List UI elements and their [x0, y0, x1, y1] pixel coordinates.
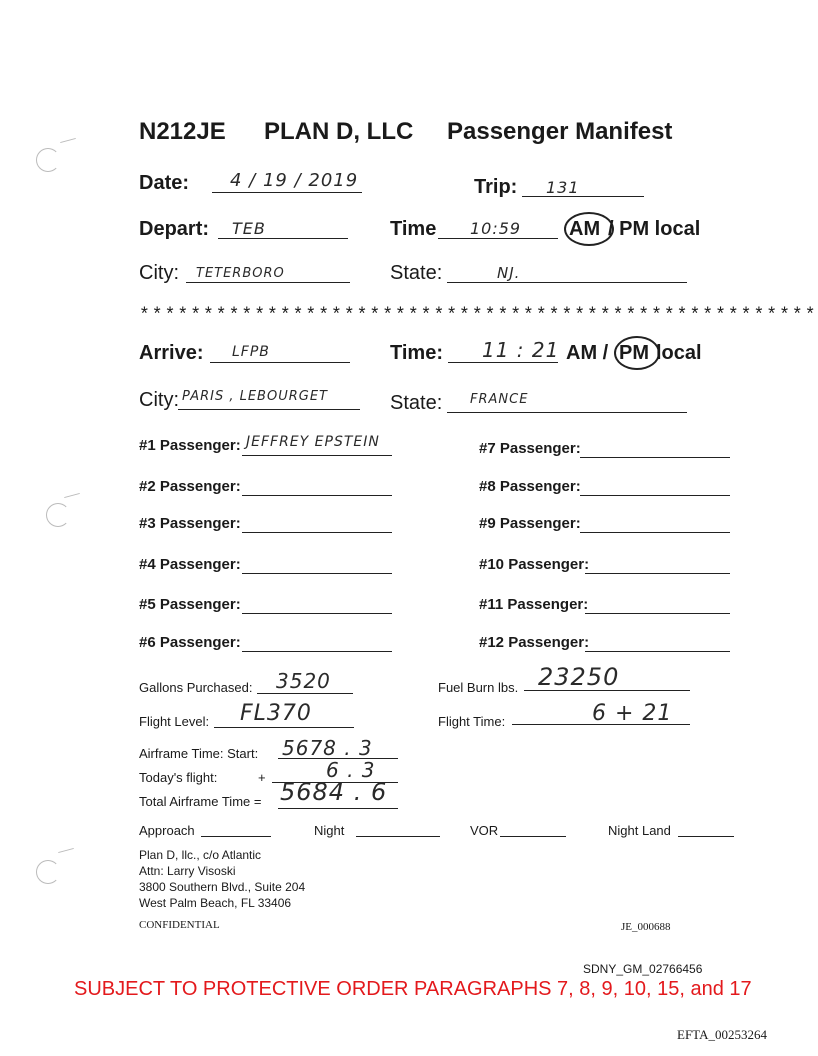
- arrive-city-underline: [178, 409, 360, 410]
- flight-level-value: FL370: [240, 701, 312, 726]
- gallons-value: 3520: [276, 669, 331, 693]
- total-airframe-value: 5684 . 6: [280, 778, 388, 806]
- depart-pm-local: / PM local: [608, 218, 701, 240]
- night-land-label: Night Land: [608, 823, 671, 838]
- flight-time-label: Flight Time:: [438, 714, 506, 729]
- total-airframe-underline: [278, 808, 398, 809]
- airframe-start-label: Airframe Time: Start:: [139, 746, 259, 761]
- arrive-value: LFPB: [232, 344, 270, 360]
- depart-am: AM: [569, 218, 601, 240]
- depart-state-value: NJ.: [497, 264, 521, 282]
- total-airframe-label: Total Airframe Time =: [139, 794, 262, 809]
- trip-value: 131: [546, 178, 580, 197]
- punch-hole-mark: [58, 848, 74, 853]
- passenger-label: #10 Passenger:: [479, 556, 590, 573]
- gallons-underline: [257, 693, 353, 694]
- arrive-am: AM /: [566, 342, 609, 364]
- date-value: 4 / 19 / 2019: [230, 170, 359, 191]
- depart-city-underline: [186, 282, 350, 283]
- passenger-label: #5 Passenger:: [139, 596, 241, 613]
- arrive-state-value: FRANCE: [470, 392, 529, 407]
- approach-underline: [201, 836, 271, 837]
- arrive-pm: PM: [619, 342, 649, 364]
- arrive-city-value: PARIS , LEBOURGET: [182, 389, 328, 404]
- confidential-label: CONFIDENTIAL: [139, 919, 220, 931]
- todays-flight-plus: +: [258, 770, 266, 785]
- arrive-underline: [210, 362, 350, 363]
- vor-label: VOR: [470, 823, 499, 838]
- passenger-underline: [580, 495, 730, 496]
- night-label: Night: [314, 823, 345, 838]
- arrive-time-label: Time:: [390, 342, 443, 364]
- arrive-time-underline: [448, 362, 558, 363]
- efta-number: EFTA_00253264: [677, 1027, 767, 1042]
- arrive-label: Arrive:: [139, 342, 204, 364]
- passenger-label: #12 Passenger:: [479, 634, 590, 651]
- todays-flight-value: 6 . 3: [326, 758, 376, 782]
- fuel-burn-value: 23250: [538, 663, 620, 691]
- passenger-underline: [585, 651, 730, 652]
- address-line: West Palm Beach, FL 33406: [139, 896, 292, 910]
- punch-hole-icon: [36, 148, 60, 172]
- page-title: Passenger Manifest: [447, 118, 673, 145]
- passenger-label: #7 Passenger:: [479, 440, 581, 457]
- vor-underline: [500, 836, 566, 837]
- depart-underline: [218, 238, 348, 239]
- arrive-state-label: State:: [390, 392, 443, 414]
- depart-value: TEB: [232, 219, 266, 238]
- address-block: [139, 847, 305, 911]
- address-line: Attn: Larry Visoski: [139, 864, 236, 878]
- night-underline: [356, 836, 440, 837]
- passenger-underline: [242, 495, 392, 496]
- depart-time-value: 10:59: [470, 219, 522, 238]
- passenger-label: #9 Passenger:: [479, 515, 581, 532]
- punch-hole-icon: [36, 860, 60, 884]
- gallons-label: Gallons Purchased:: [139, 680, 253, 695]
- address-line: Plan D, llc., c/o Atlantic: [139, 848, 262, 862]
- arrive-city-label: City:: [139, 389, 179, 411]
- passenger-underline: [580, 457, 730, 458]
- arrive-time-value: 11 : 21: [482, 338, 560, 362]
- depart-time-label: Time: [390, 218, 437, 240]
- passenger-label: #8 Passenger:: [479, 478, 581, 495]
- arrive-state-underline: [447, 412, 687, 413]
- punch-hole-mark: [64, 493, 80, 498]
- flight-level-underline: [214, 727, 354, 728]
- punch-hole-icon: [46, 503, 70, 527]
- company-name: PLAN D, LLC: [264, 118, 414, 145]
- passenger-label: #11 Passenger:: [479, 596, 589, 613]
- address-line: 3800 Southern Blvd., Suite 204: [139, 880, 306, 894]
- depart-city-label: City:: [139, 262, 179, 284]
- passenger-underline: [242, 573, 392, 574]
- depart-state-underline: [447, 282, 687, 283]
- flight-level-label: Flight Level:: [139, 714, 210, 729]
- arrive-local: local: [656, 342, 702, 364]
- passenger-label: #3 Passenger:: [139, 515, 241, 532]
- passenger-label: #2 Passenger:: [139, 478, 241, 495]
- airframe-start-value: 5678 . 3: [282, 736, 373, 760]
- fuel-burn-label: Fuel Burn lbs.: [438, 680, 519, 695]
- trip-label: Trip:: [474, 176, 518, 198]
- date-underline: [212, 192, 362, 193]
- passenger-underline: [585, 613, 730, 614]
- passenger-underline: [585, 573, 730, 574]
- passenger-underline: [242, 532, 392, 533]
- depart-time-underline: [438, 238, 558, 239]
- night-land-underline: [678, 836, 734, 837]
- date-label: Date:: [139, 172, 190, 194]
- punch-hole-mark: [60, 138, 76, 143]
- passenger-label: #1 Passenger:: [139, 437, 241, 454]
- protective-order-notice: SUBJECT TO PROTECTIVE ORDER PARAGRAPHS 7, 8, 9, 10, 15, and 17: [74, 978, 752, 1000]
- separator-stars: *****************************************************: [139, 306, 818, 326]
- passenger-label: #4 Passenger:: [139, 556, 241, 573]
- passenger-underline: [242, 455, 392, 456]
- je-number: JE_000688: [621, 921, 671, 933]
- depart-label: Depart:: [139, 218, 210, 240]
- trip-underline: [522, 196, 644, 197]
- passenger-underline: [242, 613, 392, 614]
- todays-flight-label: Today's flight:: [139, 770, 218, 785]
- passenger-value: JEFFREY EPSTEIN: [246, 434, 380, 450]
- sdny-number: SDNY_GM_02766456: [583, 962, 703, 976]
- depart-state-label: State:: [390, 262, 443, 284]
- passenger-underline: [580, 532, 730, 533]
- tail-number: N212JE: [139, 118, 226, 145]
- passenger-label: #6 Passenger:: [139, 634, 241, 651]
- approach-label: Approach: [139, 823, 195, 838]
- depart-city-value: TETERBORO: [196, 266, 285, 281]
- passenger-underline: [242, 651, 392, 652]
- flight-time-value: 6 + 21: [592, 701, 673, 726]
